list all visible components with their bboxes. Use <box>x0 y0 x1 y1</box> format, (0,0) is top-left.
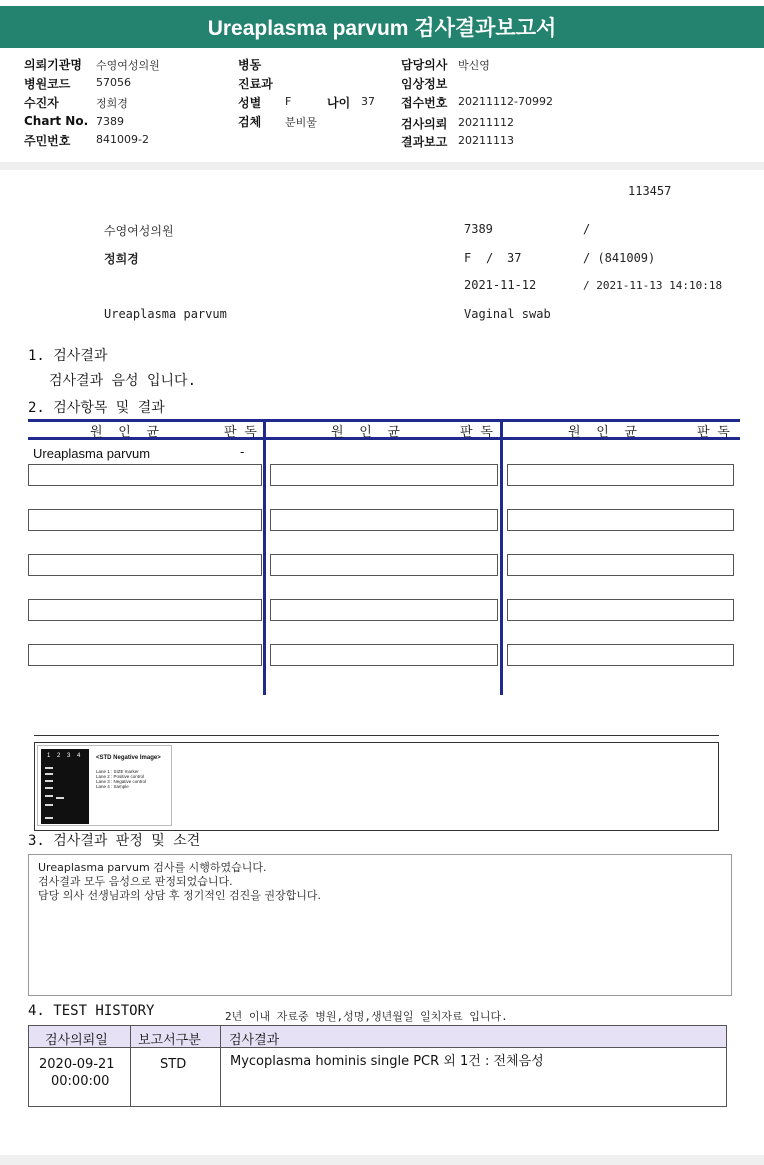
resident-no-value: 841009-2 <box>96 133 149 146</box>
lane-number: 4 <box>77 753 81 759</box>
positive-control-band <box>56 797 64 799</box>
gel-electrophoresis-image <box>37 745 172 826</box>
lane-number: 3 <box>67 753 71 759</box>
receipt-no-label: 접수번호 <box>401 96 448 110</box>
section3-heading: 3. 검사결과 판정 및 소견 <box>28 833 201 849</box>
history-col-date: 검사의뢰일 <box>45 1033 108 1048</box>
result-pathogen-name: Ureaplasma parvum <box>33 446 151 461</box>
result-cell <box>28 599 262 621</box>
history-col-type: 보고서구분 <box>138 1033 201 1048</box>
gel-legend-line: Lane 3 : Negative control <box>96 779 147 784</box>
receipt-no-value: 20211112-70992 <box>458 95 553 108</box>
specimen-value: 분비물 <box>285 116 317 129</box>
summary-report-datetime: / 2021-11-13 14:10:18 <box>583 279 723 292</box>
lane-number: 2 <box>57 753 61 759</box>
gel-lanes <box>41 749 89 824</box>
opinion-line: 검사결과 모두 음성으로 판정되었습니다. <box>38 875 233 888</box>
summary-specimen: Vaginal swab <box>464 307 551 321</box>
result-cell <box>270 644 498 666</box>
result-cell <box>507 644 734 666</box>
hospital-code-label: 병원코드 <box>24 77 71 91</box>
history-note: 2년 이내 자료중 병원,성명,생년월일 일치자료 입니다. <box>225 1010 508 1023</box>
marker-band <box>45 767 53 769</box>
results-grid-divider-1 <box>263 419 266 695</box>
col3-pathogen-header: 원 인 균 <box>568 425 637 440</box>
report-number: 113457 <box>628 184 672 198</box>
resident-no-label: 주민번호 <box>24 134 71 148</box>
summary-request-date: 2021-11-12 <box>464 278 537 292</box>
summary-sex-age-sep: / <box>486 251 494 265</box>
result-cell <box>28 464 262 486</box>
marker-band <box>45 780 53 782</box>
lane-number: 1 <box>47 753 51 759</box>
doctor-value: 박신영 <box>458 59 490 72</box>
col1-pathogen-header: 원 인 균 <box>90 425 159 440</box>
opinion-line: 담당 의사 선생님과의 상담 후 정기적인 검진을 권장합니다. <box>38 889 321 902</box>
ward-label: 병동 <box>238 58 262 72</box>
result-cell <box>507 599 734 621</box>
section1-heading: 1. 검사결과 <box>28 348 108 364</box>
result-cell <box>507 554 734 576</box>
age-label: 나이 <box>327 96 351 110</box>
summary-slash: / <box>583 222 591 236</box>
patient-value: 정희경 <box>96 97 128 110</box>
request-date-value: 20211112 <box>458 116 514 129</box>
history-col-divider <box>220 1026 221 1106</box>
doctor-label: 담당의사 <box>401 58 448 72</box>
result-cell <box>28 509 262 531</box>
gel-legend-line: Lane 4 : Sample <box>96 784 129 789</box>
section2-heading: 2. 검사항목 및 결과 <box>28 400 165 416</box>
result-cell <box>270 509 498 531</box>
history-row-result: Mycoplasma hominis single PCR 외 1건 : 전체음성 <box>230 1054 544 1069</box>
section4-heading: 4. TEST HISTORY <box>28 1003 155 1019</box>
report-date-label: 결과보고 <box>401 135 448 149</box>
history-col-result: 검사결과 <box>229 1033 280 1048</box>
section1-result-text: 검사결과 음성 입니다. <box>49 373 197 389</box>
marker-band <box>45 787 53 789</box>
summary-test-name: Ureaplasma parvum <box>104 307 227 321</box>
summary-sex: F <box>464 251 472 265</box>
institution-label: 의뢰기관명 <box>24 58 82 72</box>
marker-band <box>45 804 53 806</box>
result-cell <box>507 464 734 486</box>
request-date-label: 검사의뢰 <box>401 117 448 131</box>
summary-patient: 정희경 <box>104 252 139 266</box>
chart-no-label: Chart No. <box>24 114 89 128</box>
department-label: 진료과 <box>238 77 273 91</box>
sex-label: 성별 <box>238 96 262 110</box>
opinion-box <box>28 854 732 996</box>
result-cell <box>28 554 262 576</box>
col1-judgement-header: 판 독 <box>224 425 257 440</box>
history-row-time: 00:00:00 <box>51 1074 110 1089</box>
summary-birth: / (841009) <box>583 251 656 265</box>
header-divider <box>0 162 764 170</box>
report-date-value: 20211113 <box>458 134 514 147</box>
footer-strip <box>0 1155 764 1165</box>
chart-no-value: 7389 <box>96 115 124 128</box>
opinion-line: Ureaplasma parvum 검사를 시행하였습니다. <box>38 861 267 874</box>
gel-legend-line: Lane 2 : Positive control <box>96 774 145 779</box>
institution-value: 수영여성의원 <box>96 59 160 72</box>
result-cell <box>270 599 498 621</box>
gel-legend-title: <STD Negative Image> <box>96 755 161 761</box>
marker-band <box>45 773 53 775</box>
col2-pathogen-header: 원 인 균 <box>331 425 400 440</box>
result-cell <box>270 554 498 576</box>
history-col-divider <box>130 1026 131 1106</box>
summary-age: 37 <box>507 251 522 265</box>
summary-chart-no: 7389 <box>464 222 493 236</box>
result-judgement: - <box>240 444 245 459</box>
clinical-info-label: 임상정보 <box>401 77 448 91</box>
history-header-row <box>29 1026 726 1048</box>
sex-value: F <box>285 95 292 108</box>
specimen-label: 검체 <box>238 115 262 129</box>
report-title: Ureaplasma parvum 검사결과보고서 <box>0 6 764 48</box>
results-grid-divider-2 <box>500 419 503 695</box>
result-cell <box>28 644 262 666</box>
col2-judgement-header: 판 독 <box>460 425 493 440</box>
hospital-code-value: 57056 <box>96 76 131 89</box>
result-cell <box>270 464 498 486</box>
col3-judgement-header: 판 독 <box>697 425 730 440</box>
image-top-rule <box>34 735 719 736</box>
patient-label: 수진자 <box>24 96 59 110</box>
result-cell <box>507 509 734 531</box>
gel-legend-line: Lane 1 : SIZE marker <box>96 769 139 774</box>
history-row-type: STD <box>160 1057 187 1072</box>
history-table <box>28 1025 727 1107</box>
summary-institution: 수영여성의원 <box>104 224 174 238</box>
history-row-date: 2020-09-21 <box>39 1057 115 1072</box>
marker-band <box>45 795 53 797</box>
marker-band <box>45 817 53 819</box>
age-value: 37 <box>361 95 375 108</box>
